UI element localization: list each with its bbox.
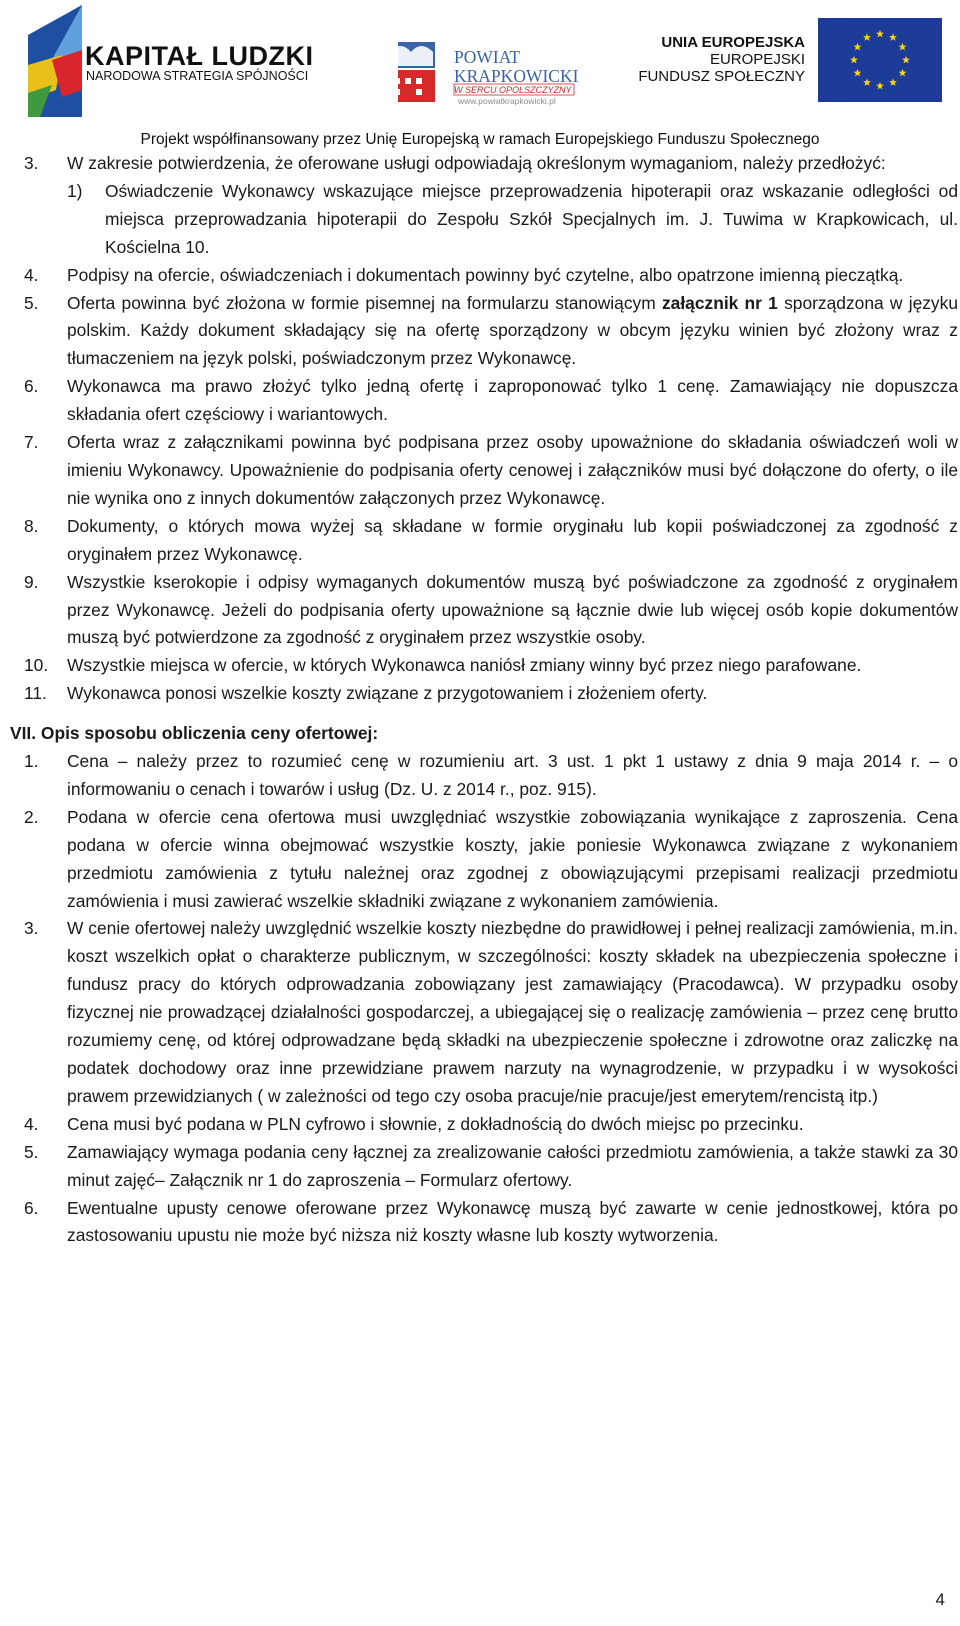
eu-fund-label: UNIA EUROPEJSKA EUROPEJSKI FUNDUSZ SPOŁECZNY xyxy=(638,34,805,85)
list-item xyxy=(10,1111,958,1139)
list-text: Podana w ofercie cena ofertowa musi uwzględniać wszystkie zobowiązania wynikające z zaproszenia. Cena podana w ofercie winna obejmować wszystkie koszty, jakie poniesie Wykonawca związane z wykonaniem przedmiotu zamówienia z tytułu należnej oraz zgodnej z obowiązującymi przepisami realizacji przedmiotu zamówienia i musi zawierać wszelkie składniki związane z wykonaniem zamówienia. xyxy=(67,806,958,911)
cofunding-statement: Projekt współfinansowany przez Unię Europejską w ramach Europejskiego Funduszu Społecznego xyxy=(140,131,820,148)
list-number: 8. xyxy=(24,515,39,536)
list-text: Wykonawca ma prawo złożyć tylko jedną ofertę i zaproponować tylko 1 cenę. Zamawiający nie dopuszcza składania ofert częściowy i wariantowych. xyxy=(67,376,958,425)
list-number: 1. xyxy=(24,751,39,772)
powiat-tagline: W SERCU OPOLSZCZYZNY xyxy=(454,85,572,95)
sub-list-number: 1) xyxy=(67,180,83,201)
kapital-ludzki-subtitle: NARODOWA STRATEGIA SPÓJNOŚCI xyxy=(86,69,309,83)
list-number: 6. xyxy=(24,376,39,397)
list-item xyxy=(10,429,958,513)
list-text: Oferta powinna być złożona w formie pisemnej na formularzu stanowiącym załącznik nr 1 sporządzona w języku polskim. Każdy dokument składający się na ofertę sporządzony w obcym języku winien być złożony wraz z tłumaczeniem na język polski, poświadczonym przez Wykonawcę. xyxy=(67,292,958,369)
list-number: 2. xyxy=(24,806,39,827)
list-text: Podpisy na ofercie, oświadczeniach i dokumentach powinny być czytelne, albo opatrzone imienną pieczątką. xyxy=(67,264,904,285)
list-item xyxy=(10,569,958,653)
powiat-url: www.powiatkrapkowicki.pl xyxy=(458,96,556,106)
list-text: Cena – należy przez to rozumieć cenę w rozumieniu art. 3 ust. 1 pkt 1 ustawy z dnia 9 maja 2014 r. – o informowaniu o cenach i towarów i usług (Dz. U. z 2014 r., poz. 915). xyxy=(67,751,958,799)
list-text: Wszystkie kserokopie i odpisy wymaganych dokumentów muszą być poświadczone za zgodność z oryginałem przez Wykonawcę. Jeżeli do podpisania oferty upoważnione są łącznie dwie lub więcej osób kopie dokumentów muszą być potwierdzone za zgodność z oryginałem przez wszystkie osoby. xyxy=(67,571,958,648)
list-number: 5. xyxy=(24,292,39,313)
list-item xyxy=(10,373,958,429)
list-number: 10. xyxy=(24,655,49,676)
list-text: W cenie ofertowej należy uwzględnić wszelkie koszty niezbędne do prawidłowej i pełnej realizacji zamówienia, m.in. koszt wszelkich opłat o charakterze publicznym, w szczególności: koszty składek na ubezpieczenia społeczne i fundusz pracy do których odprowadzania zobowiązany jest zamawiający (Pracodawca). W przypadku osoby fizycznej nie prowadzącej działalności gospodarczej, a ubiegającej się o realizację zamówienia – przez cenę brutto rozumiemy cenę, od której odprowadzane będą składki na ubezpieczenie społeczne i zdrowotne oraz zaliczkę na podatek dochodowy oraz inne przewidziane prawem narzuty na wynagrodzenie, w przypadku i w wysokości prawem przewidzianych ( w zależności od tego czy osoba pracuje/nie pracuje/jest emerytem/rencistą itp.) xyxy=(67,918,958,1106)
list-item xyxy=(10,1139,958,1195)
attachment-reference: załącznik nr 1 xyxy=(661,292,778,313)
list-item xyxy=(10,513,958,569)
list-item xyxy=(10,150,958,178)
list-text: Oferta wraz z załącznikami powinna być podpisana przez osoby upoważnione do składania oświadczeń woli w imieniu Wykonawcy. Upoważnienie do podpisania oferty cenowej i załączników musi być dołączone do oferty, o ile nie wynika ono z innych dokumentów załączonych przez Wykonawcę. xyxy=(67,432,958,508)
list-text: Dokumenty, o których mowa wyżej są składane w formie oryginału lub kopii poświadczonej za zgodność z oryginałem przez Wykonawcę. xyxy=(67,515,958,564)
sub-list-item xyxy=(10,178,958,262)
list-text: Wszystkie miejsca w ofercie, w których Wykonawca naniósł zmiany winny być przez niego parafowane. xyxy=(67,655,862,676)
document-header xyxy=(0,0,960,148)
list-item xyxy=(10,748,958,804)
list-item xyxy=(10,680,958,708)
list-text: W zakresie potwierdzenia, że oferowane usługi odpowiadają określonym wymaganiom, należy przedłożyć: xyxy=(67,153,886,173)
list-number: 11. xyxy=(24,683,47,704)
document-body xyxy=(10,150,958,1250)
powiat-name: POWIAT KRAPKOWICKI xyxy=(454,47,579,86)
list-number: 6. xyxy=(24,1197,39,1218)
list-item xyxy=(10,652,958,680)
list-text: Cena musi być podana w PLN cyfrowo i słownie, z dokładnością do dwóch miejsc po przecinku. xyxy=(67,1113,804,1134)
list-item xyxy=(10,915,958,1110)
page-number: 4 xyxy=(935,1590,945,1609)
list-item xyxy=(10,290,958,374)
list-number: 7. xyxy=(24,432,39,453)
section-heading: VII. Opis sposobu obliczenia ceny ofertowej: xyxy=(10,723,379,744)
list-text: Zamawiający wymaga podania ceny łącznej za zrealizowanie całości przedmiotu zamówienia, a także stawki za 30 minut zajęć– Załącznik nr 1 do zaproszenia – Formularz ofertowy. xyxy=(67,1141,958,1190)
list-item xyxy=(10,262,958,290)
list-number: 3. xyxy=(24,153,39,173)
list-text: Ewentualne upusty cenowe oferowane przez Wykonawcę muszą być zawarte w cenie jednostkowej, która po zastosowaniu upustu nie może być niższa niż koszty własne lub koszty wytworzenia. xyxy=(67,1197,958,1246)
list-item xyxy=(10,1195,958,1251)
sub-list-text: Oświadczenie Wykonawcy wskazujące miejsce przeprowadzenia hipoterapii oraz wskazanie odległości od miejsca przeprowadzania hipoterapii do Zespołu Szkół Specjalnych im. J. Tuwima w Krapkowicach, ul. Kościelna 10. xyxy=(105,180,958,257)
list-number: 4. xyxy=(24,1113,39,1134)
list-number: 9. xyxy=(24,571,39,592)
list-item xyxy=(10,804,958,916)
list-number: 5. xyxy=(24,1141,39,1162)
list-number: 4. xyxy=(24,264,39,285)
kapital-ludzki-title: KAPITAŁ LUDZKI xyxy=(85,41,314,71)
eu-flag-icon xyxy=(818,18,942,102)
list-number: 3. xyxy=(24,918,39,939)
list-text: Wykonawca ponosi wszelkie koszty związane z przygotowaniem i złożeniem oferty. xyxy=(67,683,708,704)
